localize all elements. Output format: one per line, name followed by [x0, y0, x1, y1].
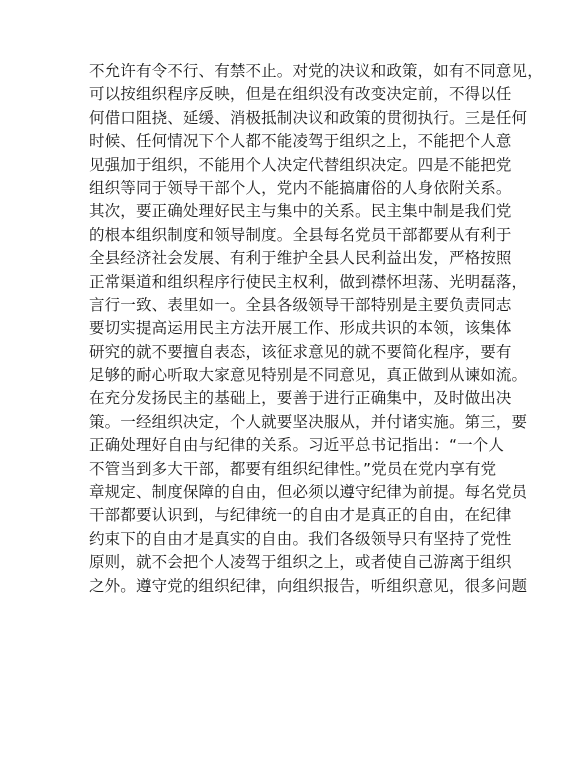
text-line: 不管当到多大干部，都要有组织纪律性。”党员在党内享有党 — [89, 459, 497, 478]
text-line: 正确处理好自由与纪律的关系。习近平总书记指出：“一个人 — [89, 436, 505, 455]
text-line: 全县经济社会发展、有利于维护全县人民利益出发，严格按照 — [89, 249, 512, 268]
text-line: 言行一致、表里如一。全县各级领导干部特别是主要负责同志 — [89, 295, 512, 314]
text-line: 的根本组织制度和领导制度。全县每名党员干部都要从有利于 — [89, 225, 512, 244]
text-line: 之外。遵守党的组织纪律，向组织报告，听组织意见，很多问题 — [89, 576, 528, 595]
text-line: 策。一经组织决定，个人就要坚决服从，并付诸实施。第三，要 — [89, 412, 528, 431]
body-text — [89, 60, 543, 598]
text-line: 约束下的自由才是真实的自由。我们各级领导只有坚持了党性 — [89, 529, 512, 548]
text-line: 章规定、制度保障的自由，但必须以遵守纪律为前提。每名党员 — [89, 483, 528, 502]
text-line: 见强加于组织，不能用个人决定代替组织决定。四是不能把党 — [89, 155, 512, 174]
text-line: 要切实提高运用民主方法开展工作、形成共识的本领，该集体 — [89, 319, 512, 338]
text-line: 干部都要认识到，与纪律统一的自由才是真正的自由，在纪律 — [89, 506, 512, 525]
text-line: 其次，要正确处理好民主与集中的关系。民主集中制是我们党 — [89, 202, 512, 221]
text-line: 原则，就不会把个人凌驾于组织之上，或者使自己游离于组织 — [89, 553, 512, 572]
text-line: 不允许有令不行、有禁不止。对党的决议和政策，如有不同意见， — [89, 62, 543, 80]
text-line: 组织等同于领导干部个人，党内不能搞庸俗的人身依附关系。 — [89, 178, 512, 197]
text-line: 何借口阻挠、延缓、消极抵制决议和政策的贯彻执行。三是任何 — [89, 108, 528, 127]
text-line: 时候、任何情况下个人都不能凌驾于组织之上，不能把个人意 — [89, 132, 512, 151]
text-line: 正常渠道和组织程序行使民主权利，做到襟怀坦荡、光明磊落， — [89, 272, 528, 291]
text-line: 足够的耐心听取大家意见特别是不同意见，真正做到从谏如流。 — [89, 366, 528, 385]
text-line: 可以按组织程序反映，但是在组织没有改变决定前，不得以任 — [89, 85, 512, 104]
text-line: 研究的就不要擅自表态，该征求意见的就不要简化程序，要有 — [89, 342, 512, 361]
text-line: 在充分发扬民主的基础上，要善于进行正确集中，及时做出决 — [89, 389, 512, 408]
